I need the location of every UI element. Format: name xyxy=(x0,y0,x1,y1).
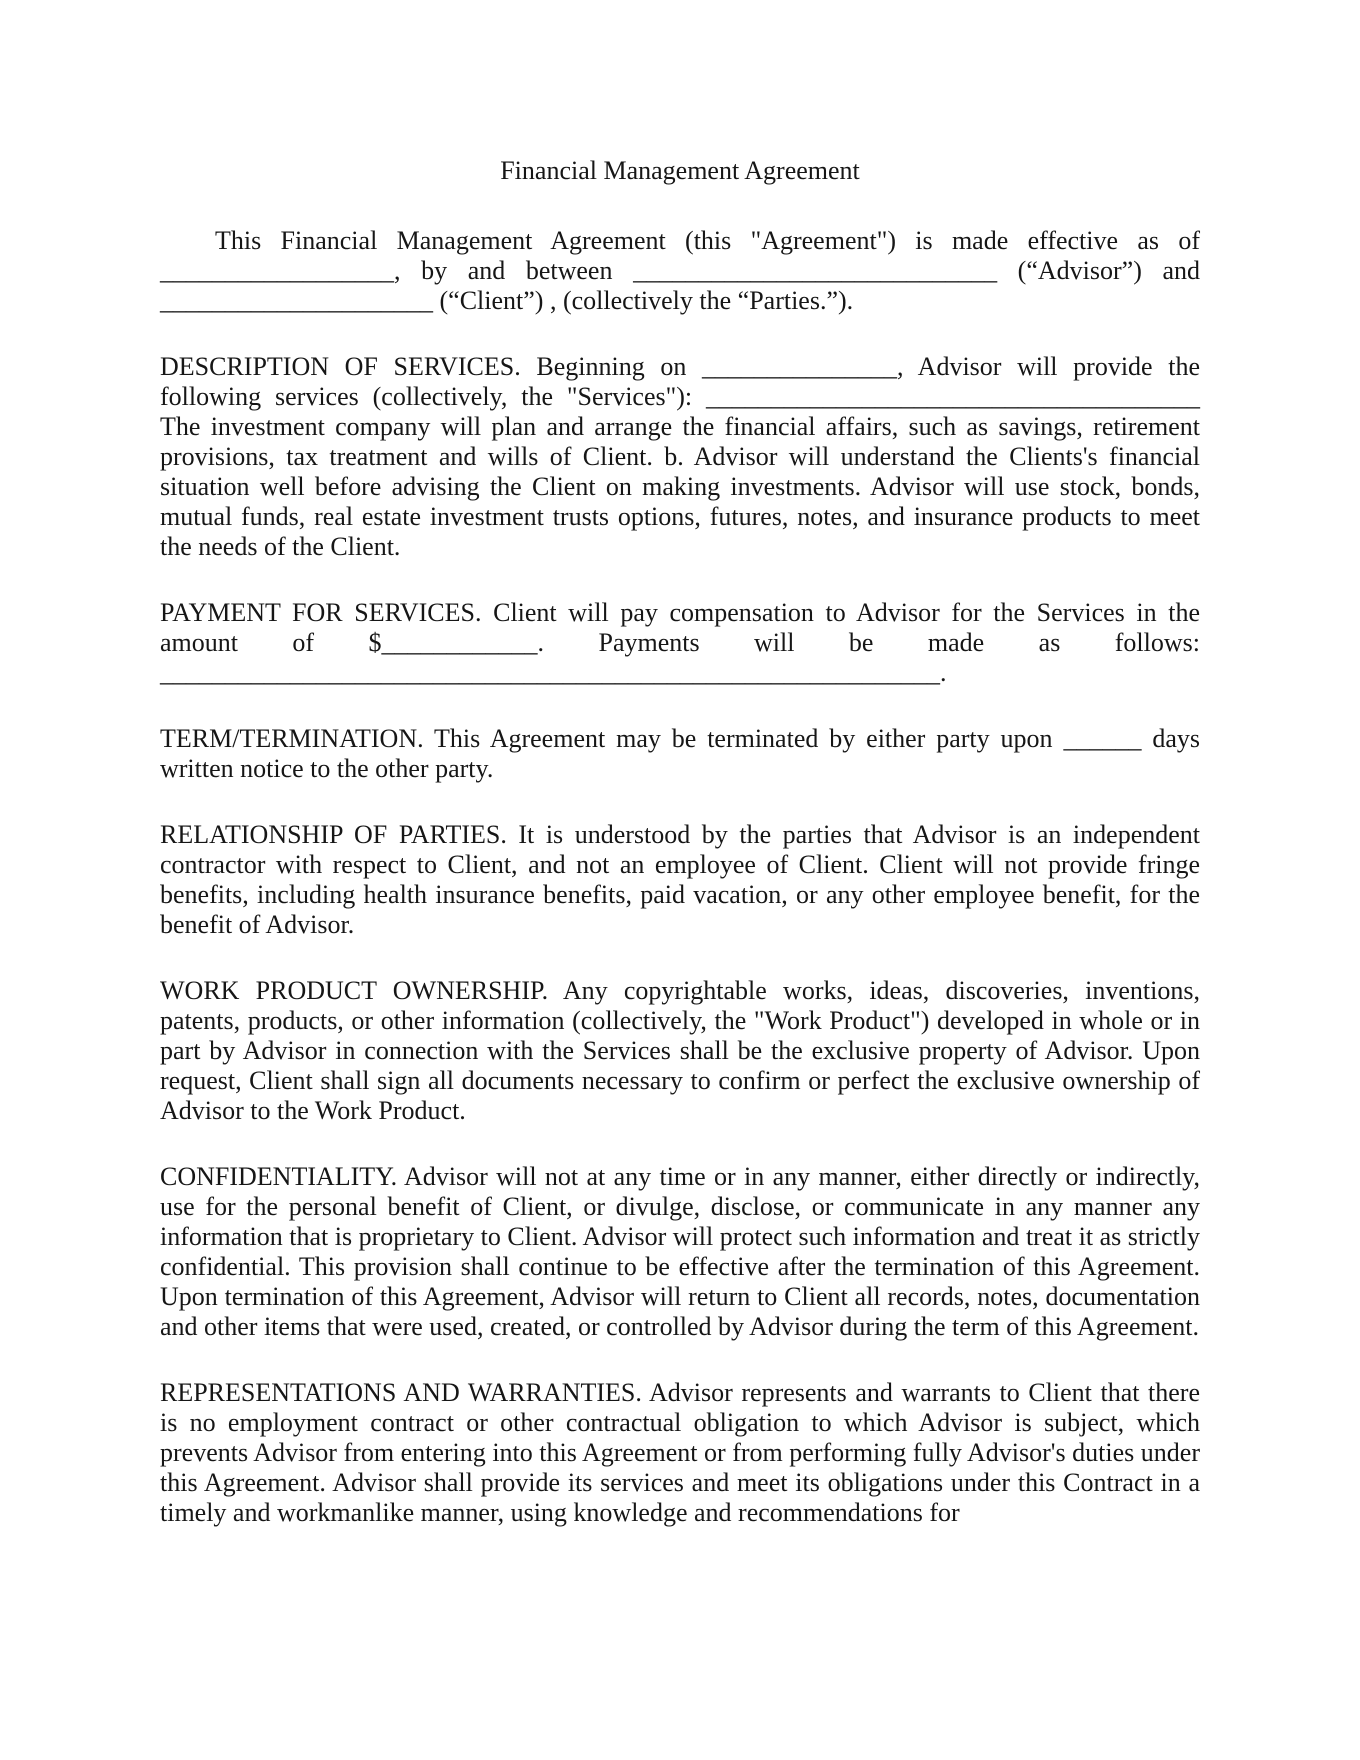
document-title: Financial Management Agreement xyxy=(500,156,860,185)
section-relationship-of-parties: RELATIONSHIP OF PARTIES. It is understood by the parties that Advisor is an independent contractor with respect to Client, and not an employee of Client. Client will not provide fringe benefits, including health insurance benefits, paid vacation, or any other employee benefit, for the benefit of Advisor. xyxy=(160,820,1200,939)
section-description-of-services: DESCRIPTION OF SERVICES. Beginning on _______________, Advisor will provide the following services (collectively, the "Services"): ______________________________________ The investment company will plan and arrange the financial affairs, such as savings, retirement provisions, tax treatment and wills of Client. b. Advisor will understand the Clients's financial situation well before advising the Client on making investments. Advisor will use stock, bonds, mutual funds, real estate investment trusts options, futures, notes, and insurance products to meet the needs of the Client. xyxy=(160,352,1200,561)
section-work-product-ownership: WORK PRODUCT OWNERSHIP. Any copyrightable works, ideas, discoveries, inventions, patents, products, or other information (collectively, the "Work Product") developed in whole or in part by Advisor in connection with the Services shall be the exclusive property of Advisor. Upon request, Client shall sign all documents necessary to confirm or perfect the exclusive ownership of Advisor to the Work Product. xyxy=(160,976,1200,1125)
section-term-termination: TERM/TERMINATION. This Agreement may be terminated by either party upon ______ days written notice to the other party. xyxy=(160,724,1200,783)
paragraph-intro: This Financial Management Agreement (this "Agreement") is made effective as of __________________, by and between ____________________________ (“Advisor”) and _____________________ (“Client”) , (collectively the “Parties.”). xyxy=(160,226,1200,315)
section-representations-and-warranties: REPRESENTATIONS AND WARRANTIES. Advisor represents and warrants to Client that there is no employment contract or other contractual obligation to which Advisor is subject, which prevents Advisor from entering into this Agreement or from performing fully Advisor's duties under this Agreement. Advisor shall provide its services and meet its obligations under this Contract in a timely and workmanlike manner, using knowledge and recommendations for xyxy=(160,1378,1200,1527)
section-confidentiality: CONFIDENTIALITY. Advisor will not at any time or in any manner, either directly or indirectly, use for the personal benefit of Client, or divulge, disclose, or communicate in any manner any information that is proprietary to Client. Advisor will protect such information and treat it as strictly confidential. This provision shall continue to be effective after the termination of this Agreement. Upon termination of this Agreement, Advisor will return to Client all records, notes, documentation and other items that were used, created, or controlled by Advisor during the term of this Agreement. xyxy=(160,1162,1200,1341)
section-payment-for-services: PAYMENT FOR SERVICES. Client will pay compensation to Advisor for the Services in the amount of $____________. Payments will be made as follows: ____________________________________________________________. xyxy=(160,598,1200,687)
